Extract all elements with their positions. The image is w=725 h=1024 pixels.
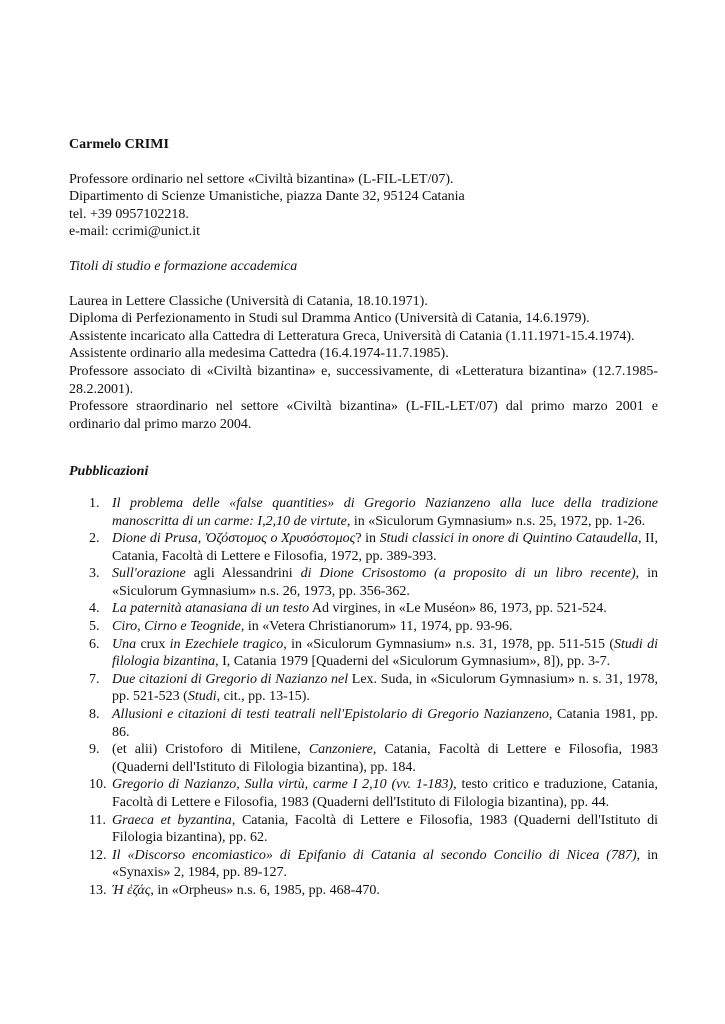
publication-item (69, 495, 658, 530)
education-list (69, 293, 658, 434)
publication-item (69, 706, 658, 741)
publication-title-text: Il «Discorso encomiastico» di Epifanio di Catania al secondo Concilio di Nicea (787) (112, 847, 637, 863)
publication-item (69, 847, 658, 882)
publication-citation-text: Ad virgines, in «Le Muséon» 86, 1973, pp. 521-524. (309, 601, 607, 617)
publication-number: 12. (89, 847, 107, 863)
publication-title-text: Canzoniere (308, 742, 373, 758)
publication-item (69, 636, 658, 671)
publication-citation-text: , cit., pp. 13-15). (216, 689, 310, 705)
publication-citation-text: , in «Synaxis» 2, 1984, pp. 89-127. (112, 847, 659, 881)
publication-number: 3. (89, 566, 100, 582)
contact-department: Dipartimento di Scienze Umanistiche, piazza Dante 32, 95124 Catania (69, 189, 465, 205)
publications-heading: Pubblicazioni (69, 464, 149, 480)
publication-citation-text: agli Alessandrini (185, 566, 301, 582)
publication-citation-text: (et alii) Cristoforo di Mitilene, (112, 742, 309, 758)
publication-item (69, 812, 658, 847)
education-item: Professore straordinario nel settore «Civiltà bizantina» (L-FIL-LET/07) dal primo marzo 2001 e ordinario dal primo marzo 2004. (69, 399, 658, 432)
publication-number: 11. (89, 812, 106, 828)
publication-citation-text: , I, Catania 1979 [Quaderni del «Siculorum Gymnasium», 8]), pp. 3-7. (215, 654, 611, 670)
contact-position: Professore ordinario nel settore «Civiltà bizantina» (L-FIL-LET/07). (69, 171, 454, 187)
publication-number: 1. (89, 495, 100, 511)
publication-citation-text: , in «Vetera Christianorum» 11, 1974, pp. 93-96. (240, 619, 513, 635)
publication-number: 6. (89, 636, 100, 652)
publication-title-text: Ἡ ἐζάς (112, 882, 151, 898)
publication-number: 2. (89, 531, 100, 547)
publication-title-text: La paternità atanasiana di un testo (112, 601, 310, 617)
publication-item (69, 741, 658, 776)
education-item: Assistente ordinario alla medesima Cattedra (16.4.1974-11.7.1985). (69, 346, 449, 362)
contact-block (69, 171, 658, 241)
author-name: Carmelo CRIMI (69, 137, 169, 152)
publication-title-text: Studi classici in onore di Quintino Cataudella, (379, 531, 642, 547)
publication-citation-text: Lex. Suda, in «Siculorum Gymnasium» n. s. 31, 1978, pp. 521-523 ( (112, 671, 658, 705)
publication-title-text: Studi (187, 689, 217, 705)
publication-title-text: Studi di filologia bizantina (112, 636, 659, 670)
publication-title-text: Una (112, 636, 137, 652)
publication-citation-text: II, Catania, Facoltà di Lettere e Filosofia, 1972, pp. 389-393. (112, 531, 659, 564)
publication-citation-text: , in «Siculorum Gymnasium» n.s. 26, 1973, pp. 356-362. (112, 566, 658, 599)
publication-title-text: Il problema delle «false quantities» di Gregorio Nazianzeno alla luce della tradizione manoscritta di un carme: I,2,10 de virtute (112, 495, 658, 529)
publication-title-text: Graeca et byzantina (112, 812, 232, 828)
publication-number: 5. (89, 619, 100, 635)
education-item: Assistente incaricato alla Cattedra di Letteratura Greca, Università di Catania (1.11.1971-15.4.1974). (69, 328, 635, 344)
publication-citation-text: crux (136, 636, 170, 652)
education-item: Professore associato di «Civiltà bizantina» e, successivamente, di «Letteratura bizantina» (12.7.1985-28.2.2001). (69, 363, 658, 397)
education-item: Laurea in Lettere Classiche (Università di Catania, 18.10.1971). (69, 293, 428, 309)
publication-citation-text: ? in (355, 531, 380, 547)
publication-item (69, 530, 658, 565)
publication-number: 13. (89, 882, 107, 898)
publication-citation-text: , testo critico e traduzione, Catania, Facoltà di Lettere e Filosofia, 1983 (Quaderni dell'Istituto di Filologia bizantina), pp. 44. (112, 777, 658, 810)
publication-title-text: Dione di Prusa, Ὀζόστομος o Χρυσόστομος (112, 531, 356, 547)
publication-title-text: Due citazioni di Gregorio di Nazianzo nel (112, 671, 349, 687)
publication-title-text: Ciro, Cirno e Teognide (112, 619, 241, 635)
publication-number: 9. (89, 742, 100, 758)
publications-list (69, 495, 658, 900)
publication-title-text: Allusioni e citazioni di testi teatrali nell'Epistolario di Gregorio Nazianzeno (112, 707, 549, 723)
contact-phone: tel. +39 0957102218. (69, 206, 189, 222)
publication-item (69, 671, 658, 706)
cv-document (69, 136, 658, 900)
publication-citation-text: , Catania, Facoltà di Lettere e Filosofia, 1983 (Quaderni dell'Istituto di Filologia bizantina), pp. 184. (112, 742, 659, 775)
publication-number: 4. (89, 601, 100, 617)
education-heading: Titoli di studio e formazione accademica (69, 258, 298, 274)
publication-title-text: di Dione Crisostomo (a proposito di un libro recente) (300, 566, 636, 582)
contact-email: e-mail: ccrimi@unict.it (69, 224, 201, 240)
publication-citation-text: , Catania 1981, pp. 86. (112, 707, 659, 740)
publication-citation-text: , Catania, Facoltà di Lettere e Filosofia, 1983 (Quaderni dell'Istituto di Filologia bizantina), pp. 62. (112, 812, 659, 846)
publication-item (69, 776, 658, 811)
publication-citation-text: , in «Siculorum Gymnasium» n.s. 25, 1972, pp. 1-26. (346, 513, 646, 529)
publication-item (69, 565, 658, 600)
publication-title-text: Sull'orazione (112, 566, 186, 582)
education-item: Diploma di Perfezionamento in Studi sul Dramma Antico (Università di Catania, 14.6.1979). (69, 311, 590, 327)
publication-item (69, 882, 658, 900)
publication-item (69, 600, 658, 618)
publication-citation-text: , in «Siculorum Gymnasium» n.s. 31, 1978, pp. 511-515 ( (283, 636, 615, 652)
publication-title-text: in Ezechiele tragico (169, 636, 284, 652)
publication-number: 7. (89, 671, 100, 687)
publication-citation-text: , in «Orpheus» n.s. 6, 1985, pp. 468-470. (150, 882, 380, 898)
publication-item (69, 618, 658, 636)
publication-number: 8. (89, 707, 100, 723)
publication-title-text: Gregorio di Nazianzo, Sulla virtù, carme I 2,10 (vv. 1-183) (112, 777, 454, 793)
publication-number: 10. (89, 777, 107, 793)
